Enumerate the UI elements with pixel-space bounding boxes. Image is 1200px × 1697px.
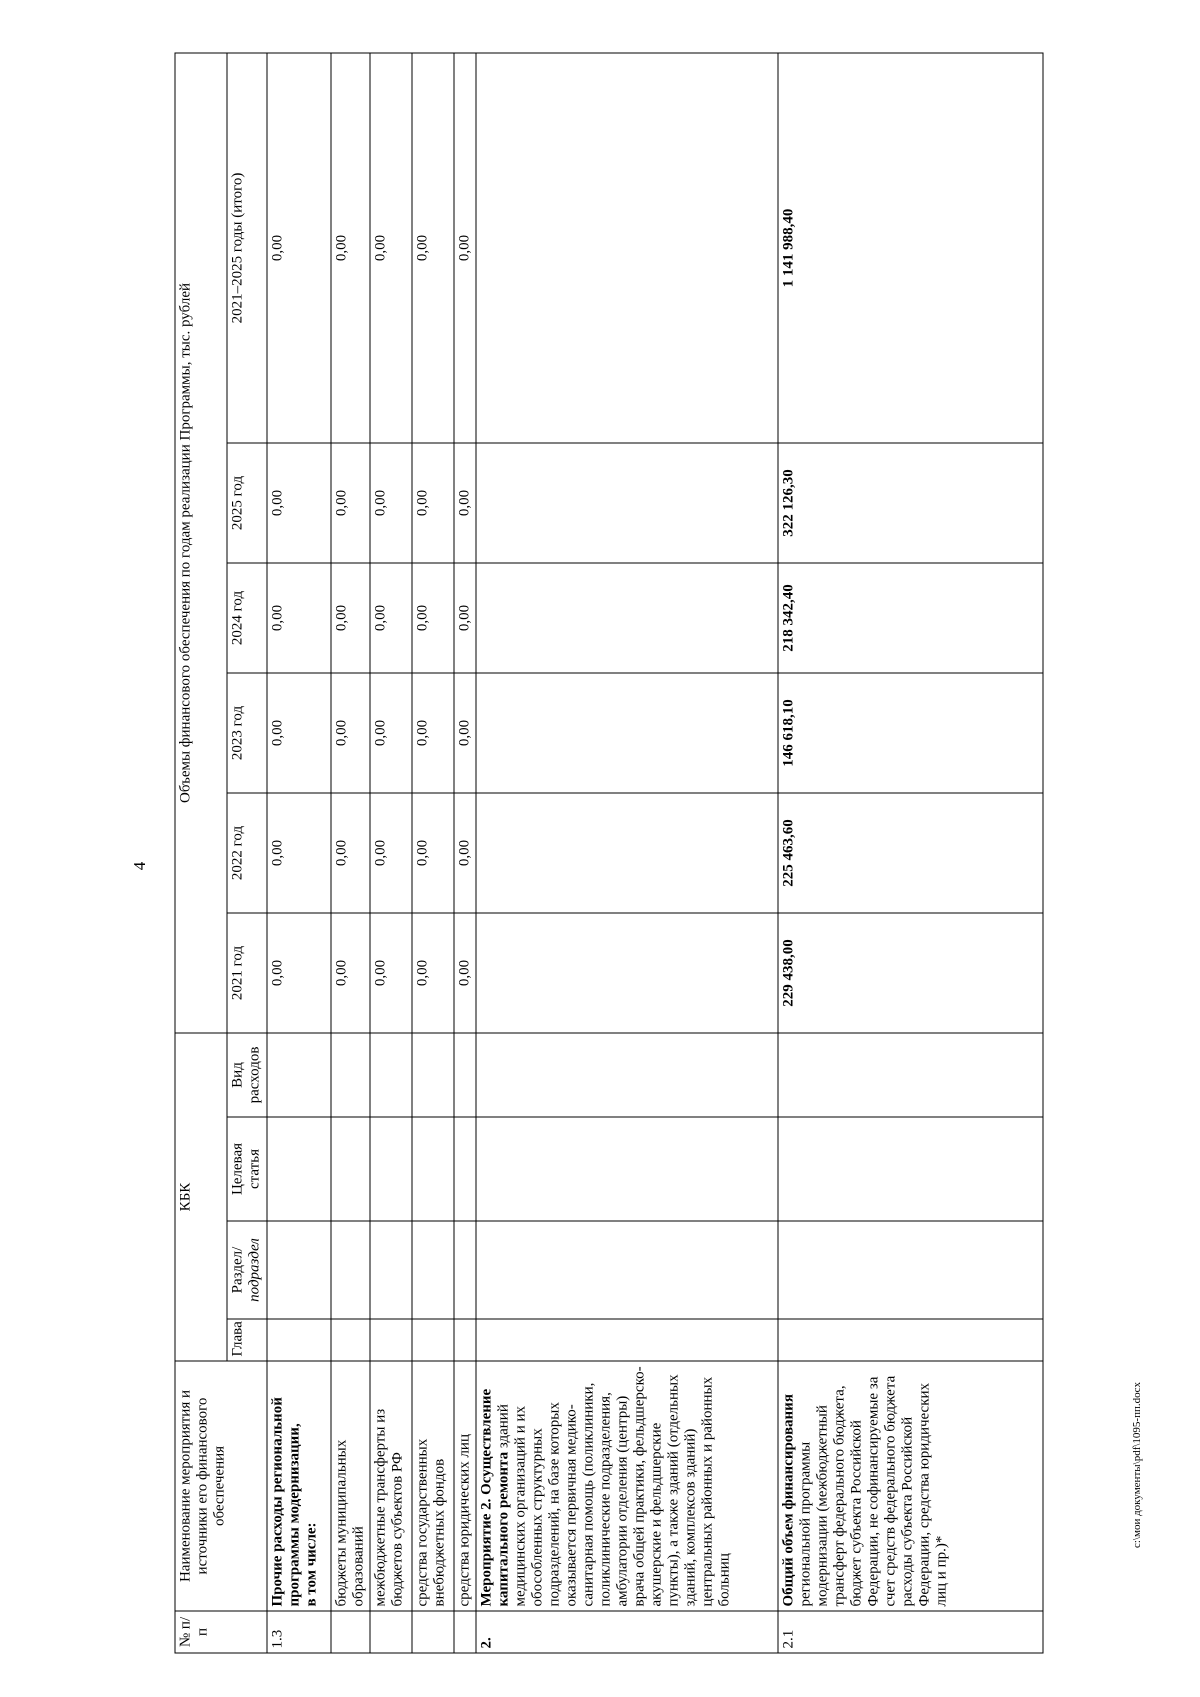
page-number: 4 [130, 861, 149, 871]
financing-table [175, 52, 1044, 1653]
row-name-bold: Мероприятие 2. Осуществление капитального ремонта [478, 1388, 512, 1607]
value-2023: 0,00 [412, 673, 454, 793]
row-name-rest: зданий медицинских организаций и их обособленных структурных подразделений, на базе которых оказывается первичная медико-санитарная помощь (поликлиники, поликлинические подразделения, амбулатории отделения (центры) врача общей практики, фельдшерско-акушерские и фельдшерские пункты), а также зданий (отдельных зданий, комплексов зданий) центральных районных и районных больниц [495, 1366, 733, 1607]
value-2021: 0,00 [454, 913, 476, 1033]
row-number: 2. [476, 1611, 778, 1653]
value-2021: 0,00 [412, 913, 454, 1033]
value-2022: 0,00 [370, 793, 412, 913]
value-total: 0,00 [267, 53, 331, 443]
value-2024: 0,00 [412, 563, 454, 673]
row-name-sub: в том числе: [303, 1522, 320, 1607]
value-total: 1 141 988,40 [778, 53, 1043, 443]
row-name-bold: Прочие расходы региональной программы модернизации, [269, 1397, 303, 1607]
row-name-rest: региональной программы модернизации (межбюджетный трансферт федерального бюджета, бюджет субъекта Российской Федерации, не софинансируемые за счет средств федерального бюджета расходы субъекта Российской Федерации, средства юридических лиц и пр.)* [797, 1375, 950, 1607]
row-name-bold: Общий объем финансирования [780, 1394, 797, 1607]
table-row [331, 53, 370, 1653]
value-2024: 0,00 [331, 563, 370, 673]
header-total: 2021–2025 годы (итого) [227, 53, 267, 443]
value-2025: 0,00 [370, 443, 412, 563]
row-name: средства юридических лиц [454, 1361, 476, 1611]
value-2022: 0,00 [267, 793, 331, 913]
header-2024: 2024 год [227, 563, 267, 673]
value-2023: 0,00 [454, 673, 476, 793]
value-2023: 0,00 [331, 673, 370, 793]
row-name [778, 1361, 1043, 1611]
row-number: 1.3 [267, 1611, 331, 1653]
value-2024: 0,00 [267, 563, 331, 673]
header-razdel [227, 1221, 267, 1319]
value-2022: 225 463,60 [778, 793, 1043, 913]
value-2021: 0,00 [267, 913, 331, 1033]
header-name: Наименование мероприятия и источники его финансового обеспечения [175, 1361, 267, 1611]
value-total: 0,00 [370, 53, 412, 443]
header-vid: Вид расходов [227, 1033, 267, 1117]
value-2024: 0,00 [370, 563, 412, 673]
footer-file-path: c:\мои документы\pdf\1095-пп.docx [1131, 1382, 1143, 1549]
table-row [454, 53, 476, 1653]
value-2022: 0,00 [454, 793, 476, 913]
header-podrazdel-label: подраздел [246, 1238, 263, 1302]
row-number: 2.1 [778, 1611, 1043, 1653]
value-2023: 0,00 [370, 673, 412, 793]
row-name [476, 1361, 778, 1611]
table-row [778, 53, 1043, 1653]
value-2025: 0,00 [331, 443, 370, 563]
value-2021: 0,00 [331, 913, 370, 1033]
header-razdel-label: Раздел/ [229, 1246, 246, 1294]
value-2021: 0,00 [370, 913, 412, 1033]
value-2025: 322 126,30 [778, 443, 1043, 563]
header-2025: 2025 год [227, 443, 267, 563]
header-2021: 2021 год [227, 913, 267, 1033]
value-2025: 0,00 [267, 443, 331, 563]
value-2025: 0,00 [412, 443, 454, 563]
row-name: бюджеты муниципальных образований [331, 1361, 370, 1611]
row-name: межбюджетные трансферты из бюджетов субъектов РФ [370, 1361, 412, 1611]
table-row [370, 53, 412, 1653]
value-2023: 0,00 [267, 673, 331, 793]
row-name: средства государственных внебюджетных фондов [412, 1361, 454, 1611]
value-total: 0,00 [412, 53, 454, 443]
value-2022: 0,00 [412, 793, 454, 913]
financing-table-rotated [175, 54, 1028, 1654]
value-2024: 0,00 [454, 563, 476, 673]
header-no: № п/п [175, 1611, 267, 1653]
table-row [267, 53, 331, 1653]
value-total: 0,00 [454, 53, 476, 443]
header-volumes: Объемы финансового обеспечения по годам реализации Программы, тыс. рублей [175, 53, 227, 1033]
header-kbk: КБК [175, 1033, 227, 1361]
header-celevaya: Целевая статья [227, 1117, 267, 1221]
value-total: 0,00 [331, 53, 370, 443]
value-2025: 0,00 [454, 443, 476, 563]
header-2022: 2022 год [227, 793, 267, 913]
value-2023: 146 618,10 [778, 673, 1043, 793]
table-row [412, 53, 454, 1653]
row-name [267, 1361, 331, 1611]
value-2024: 218 342,40 [778, 563, 1043, 673]
value-2021: 229 438,00 [778, 913, 1043, 1033]
header-2023: 2023 год [227, 673, 267, 793]
table-row [476, 53, 778, 1653]
value-2022: 0,00 [331, 793, 370, 913]
header-glava: Глава [227, 1319, 267, 1361]
